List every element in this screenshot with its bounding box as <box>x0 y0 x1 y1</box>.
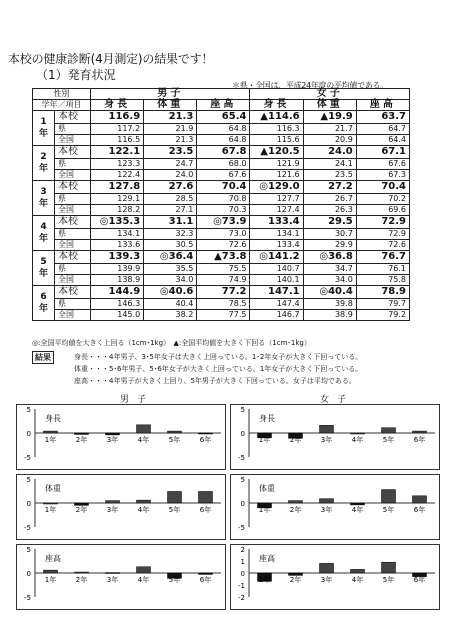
table-row <box>33 275 410 286</box>
table-cell: 35.5 <box>144 264 197 275</box>
chart-girls-weight <box>230 474 440 540</box>
x-tick-label: 2年 <box>289 506 302 514</box>
y-tick-label: 1 <box>240 558 245 566</box>
chart-bar <box>168 491 182 503</box>
table-cell: 133.4 <box>250 240 303 251</box>
table-cell: 117.2 <box>91 124 144 135</box>
table-cell: 73.0 <box>197 229 250 240</box>
table-cell: 31.1 <box>144 216 197 229</box>
header-girls: 女子 <box>250 89 410 100</box>
table-cell: 79.2 <box>356 310 409 321</box>
y-tick-label: -2 <box>238 594 245 602</box>
table-cell: 67.1 <box>356 146 409 159</box>
header-item: 座高 <box>197 100 250 111</box>
row-label: 本校 <box>55 286 91 299</box>
chart-bar <box>382 562 396 573</box>
x-tick-label: 3年 <box>320 506 333 514</box>
table-cell: 127.7 <box>250 194 303 205</box>
row-label: 本校 <box>55 111 91 124</box>
chart-bar <box>106 573 120 574</box>
table-cell: 123.3 <box>91 159 144 170</box>
table-cell: 134.1 <box>91 229 144 240</box>
x-tick-label: 3年 <box>106 576 119 584</box>
table-cell: 26.3 <box>303 205 356 216</box>
table-cell: 24.1 <box>303 159 356 170</box>
row-label: 全国 <box>55 205 91 216</box>
chart-bar <box>106 433 120 435</box>
chart-bar <box>413 496 427 503</box>
table-row <box>33 251 410 264</box>
table-cell: ◎141.2 <box>250 251 303 264</box>
table-cell: ◎40.4 <box>303 286 356 299</box>
x-tick-label: 3年 <box>320 576 333 584</box>
row-label: 全国 <box>55 275 91 286</box>
y-tick-label: 0 <box>26 430 31 438</box>
table-cell: 116.5 <box>91 135 144 146</box>
x-tick-label: 4年 <box>137 506 150 514</box>
chart-bar <box>351 569 365 573</box>
header-boys: 男子 <box>91 89 250 100</box>
table-cell: 129.1 <box>91 194 144 205</box>
x-tick-label: 5年 <box>168 576 181 584</box>
table-cell: 64.4 <box>356 135 409 146</box>
table-cell: 70.4 <box>356 181 409 194</box>
table-cell: 147.4 <box>250 299 303 310</box>
x-tick-label: 2年 <box>75 506 88 514</box>
chart-title: 体重 <box>45 484 61 493</box>
x-tick-label: 4年 <box>137 576 150 584</box>
row-label: 県 <box>55 159 91 170</box>
chart-bar <box>413 431 427 433</box>
result-line-weight: 体重・・・5･6年男子、5･6年女子が大きく上回っている。1年女子が大きく下回っている。 <box>74 365 363 373</box>
table-header-row <box>33 100 410 111</box>
x-tick-label: 3年 <box>106 436 119 444</box>
table-cell: 23.5 <box>144 146 197 159</box>
table-cell: 76.7 <box>356 251 409 264</box>
table-cell: 75.5 <box>197 264 250 275</box>
table-cell: 39.8 <box>303 299 356 310</box>
header-item: 体重 <box>303 100 356 111</box>
table-cell: 30.5 <box>144 240 197 251</box>
table-cell: 147.1 <box>250 286 303 299</box>
table-cell: 70.3 <box>197 205 250 216</box>
table-cell: 115.6 <box>250 135 303 146</box>
y-tick-label: -5 <box>238 454 245 462</box>
table-cell: ◎135.3 <box>91 216 144 229</box>
table-note: ＊県・全国は、平成24年度の平均値である。 <box>232 81 388 90</box>
chart-bar <box>137 500 151 503</box>
table-row <box>33 216 410 229</box>
table-cell: 146.7 <box>250 310 303 321</box>
x-tick-label: 6年 <box>413 506 426 514</box>
table-row <box>33 181 410 194</box>
grade-label: 6年 <box>33 286 55 321</box>
chart-bar <box>75 572 89 573</box>
table-header-row <box>33 89 410 100</box>
row-label: 県 <box>55 194 91 205</box>
x-tick-label: 1年 <box>258 576 271 584</box>
table-cell: 72.9 <box>356 229 409 240</box>
header-grade-item: 学年／項目 <box>33 100 91 111</box>
table-cell: 27.1 <box>144 205 197 216</box>
chart-girls-height <box>230 404 440 470</box>
table-cell: ◎40.6 <box>144 286 197 299</box>
chart-svg <box>17 475 225 539</box>
table-cell: 146.3 <box>91 299 144 310</box>
table-cell: 78.9 <box>356 286 409 299</box>
table-row <box>33 310 410 321</box>
table-cell: 79.7 <box>356 299 409 310</box>
table-cell: 67.6 <box>356 159 409 170</box>
row-label: 県 <box>55 229 91 240</box>
header-item: 体重 <box>144 100 197 111</box>
girls-charts-header: 女子 <box>320 395 355 405</box>
table-cell: ◎73.9 <box>197 216 250 229</box>
x-tick-label: 1年 <box>258 436 271 444</box>
table-cell: 121.6 <box>250 170 303 181</box>
row-label: 本校 <box>55 181 91 194</box>
table-cell: 72.6 <box>197 240 250 251</box>
table-cell: 76.1 <box>356 264 409 275</box>
header-item: 身長 <box>250 100 303 111</box>
table-cell: 75.8 <box>356 275 409 286</box>
chart-boys-weight <box>16 474 226 540</box>
y-tick-label: 5 <box>26 476 31 484</box>
table-cell: 70.2 <box>356 194 409 205</box>
chart-girls-sitting <box>230 544 440 610</box>
chart-bar <box>137 567 151 573</box>
table-cell: 127.4 <box>250 205 303 216</box>
y-tick-label: -5 <box>24 454 31 462</box>
table-cell: 26.7 <box>303 194 356 205</box>
table-cell: 21.3 <box>144 135 197 146</box>
page-title: 本校の健康診断(4月測定)の結果です！ <box>8 52 214 66</box>
chart-svg <box>17 405 225 469</box>
table-cell: 69.6 <box>356 205 409 216</box>
growth-table <box>32 88 410 321</box>
table-cell: 121.9 <box>250 159 303 170</box>
table-cell: 27.2 <box>303 181 356 194</box>
y-tick-label: 0 <box>26 500 31 508</box>
x-tick-label: 6年 <box>413 576 426 584</box>
boys-charts-header: 男子 <box>120 395 155 405</box>
grade-label: 1年 <box>33 111 55 146</box>
table-row <box>33 135 410 146</box>
chart-bar <box>320 425 334 433</box>
table-cell: 70.8 <box>197 194 250 205</box>
grade-label: 2年 <box>33 146 55 181</box>
table-cell: 64.8 <box>197 135 250 146</box>
table-cell: 116.3 <box>250 124 303 135</box>
table-cell: 34.7 <box>303 264 356 275</box>
table-cell: 34.0 <box>303 275 356 286</box>
chart-svg <box>17 545 225 609</box>
table-cell: 21.3 <box>144 111 197 124</box>
table-cell: 63.7 <box>356 111 409 124</box>
header-item: 座高 <box>356 100 409 111</box>
table-cell: 72.6 <box>356 240 409 251</box>
table-cell: 140.7 <box>250 264 303 275</box>
table-row <box>33 159 410 170</box>
y-tick-label: -5 <box>238 524 245 532</box>
table-cell: 29.9 <box>303 240 356 251</box>
table-cell: 144.9 <box>91 286 144 299</box>
table-row <box>33 124 410 135</box>
table-cell: 138.9 <box>91 275 144 286</box>
table-cell: 40.4 <box>144 299 197 310</box>
x-tick-label: 4年 <box>351 436 364 444</box>
table-cell: 122.4 <box>91 170 144 181</box>
row-label: 全国 <box>55 240 91 251</box>
table-cell: 74.9 <box>197 275 250 286</box>
y-tick-label: -5 <box>24 524 31 532</box>
table-cell: 72.9 <box>356 216 409 229</box>
table-cell: 28.5 <box>144 194 197 205</box>
y-tick-label: 2 <box>240 546 245 554</box>
x-tick-label: 5年 <box>168 436 181 444</box>
chart-boys-height <box>16 404 226 470</box>
x-tick-label: 3年 <box>106 506 119 514</box>
row-label: 本校 <box>55 216 91 229</box>
chart-bar <box>168 431 182 433</box>
x-tick-label: 5年 <box>382 506 395 514</box>
table-cell: ▲73.8 <box>197 251 250 264</box>
chart-bar <box>351 433 365 434</box>
table-cell: ▲120.5 <box>250 146 303 159</box>
x-tick-label: 2年 <box>289 436 302 444</box>
x-tick-label: 1年 <box>258 506 271 514</box>
table-row <box>33 194 410 205</box>
chart-bar <box>75 433 89 434</box>
row-label: 県 <box>55 299 91 310</box>
table-cell: 38.9 <box>303 310 356 321</box>
x-tick-label: 6年 <box>199 436 212 444</box>
table-cell: 133.6 <box>91 240 144 251</box>
y-tick-label: 5 <box>26 546 31 554</box>
x-tick-label: 1年 <box>44 506 57 514</box>
table-cell: 38.2 <box>144 310 197 321</box>
table-cell: 34.0 <box>144 275 197 286</box>
chart-bar <box>320 563 334 573</box>
table-row <box>33 264 410 275</box>
header-sex: 性別 <box>33 89 91 100</box>
row-label: 全国 <box>55 310 91 321</box>
table-cell: 67.8 <box>197 146 250 159</box>
table-cell: ▲19.9 <box>303 111 356 124</box>
chart-bar <box>351 503 365 505</box>
x-tick-label: 6年 <box>413 436 426 444</box>
result-text <box>74 351 362 387</box>
table-cell: ◎129.0 <box>250 181 303 194</box>
table-cell: 32.3 <box>144 229 197 240</box>
x-tick-label: 1年 <box>44 576 57 584</box>
x-tick-label: 2年 <box>289 576 302 584</box>
table-cell: 67.3 <box>356 170 409 181</box>
table-cell: 24.0 <box>303 146 356 159</box>
chart-bar <box>289 501 303 503</box>
table-cell: 77.2 <box>197 286 250 299</box>
chart-bar <box>44 503 58 504</box>
table-cell: 23.5 <box>303 170 356 181</box>
row-label: 本校 <box>55 251 91 264</box>
table-cell: 68.0 <box>197 159 250 170</box>
row-label: 県 <box>55 264 91 275</box>
table-cell: 122.1 <box>91 146 144 159</box>
table-row <box>33 111 410 124</box>
table-cell: 20.9 <box>303 135 356 146</box>
table-row <box>33 240 410 251</box>
legend-note: ◎:全国平均値を大きく上回る（1cm･1kg） ▲:全国平均値を大きく下回る（1cm･1kg） <box>32 339 311 347</box>
table-cell: 29.5 <box>303 216 356 229</box>
chart-bar <box>137 425 151 433</box>
table-row <box>33 205 410 216</box>
chart-bar <box>199 433 213 434</box>
table-cell: 139.3 <box>91 251 144 264</box>
x-tick-label: 3年 <box>320 436 333 444</box>
table-cell: 70.4 <box>197 181 250 194</box>
y-tick-label: 5 <box>240 476 245 484</box>
grade-label: 5年 <box>33 251 55 286</box>
chart-bar <box>382 428 396 433</box>
result-label: 結果 <box>32 351 54 364</box>
table-cell: 24.0 <box>144 170 197 181</box>
x-tick-label: 5年 <box>168 506 181 514</box>
chart-title: 体重 <box>259 484 275 493</box>
table-cell: 21.7 <box>303 124 356 135</box>
chart-bar <box>106 501 120 503</box>
table-cell: 21.9 <box>144 124 197 135</box>
grade-label: 3年 <box>33 181 55 216</box>
table-cell: ◎36.4 <box>144 251 197 264</box>
chart-boys-sitting <box>16 544 226 610</box>
table-cell: 65.4 <box>197 111 250 124</box>
chart-title: 座高 <box>45 554 61 563</box>
table-cell: 64.8 <box>197 124 250 135</box>
y-tick-label: -1 <box>238 582 245 590</box>
row-label: 全国 <box>55 170 91 181</box>
table-cell: ▲114.6 <box>250 111 303 124</box>
table-cell: 116.9 <box>91 111 144 124</box>
table-cell: 24.7 <box>144 159 197 170</box>
row-label: 全国 <box>55 135 91 146</box>
result-line-height: 身長・・・4年男子、3･5年女子は大きく上回っている。1･2年女子が大きく下回っている。 <box>74 353 363 361</box>
chart-bar <box>44 570 58 573</box>
table-cell: ◎36.8 <box>303 251 356 264</box>
table-row <box>33 229 410 240</box>
table-cell: 140.1 <box>250 275 303 286</box>
table-row <box>33 170 410 181</box>
chart-bar <box>199 573 213 574</box>
table-cell: 127.8 <box>91 181 144 194</box>
chart-svg <box>231 405 439 469</box>
chart-bar <box>199 491 213 503</box>
table-row <box>33 286 410 299</box>
table-row <box>33 299 410 310</box>
table-cell: 78.5 <box>197 299 250 310</box>
y-tick-label: 0 <box>240 570 245 578</box>
grade-label: 4年 <box>33 216 55 251</box>
row-label: 県 <box>55 124 91 135</box>
chart-bar <box>44 431 58 433</box>
table-cell: 139.9 <box>91 264 144 275</box>
x-tick-label: 1年 <box>44 436 57 444</box>
table-cell: 128.2 <box>91 205 144 216</box>
table-cell: 133.4 <box>250 216 303 229</box>
y-tick-label: 0 <box>26 570 31 578</box>
y-tick-label: 0 <box>240 500 245 508</box>
chart-svg <box>231 475 439 539</box>
chart-title: 身長 <box>259 414 275 423</box>
x-tick-label: 6年 <box>199 506 212 514</box>
table-cell: 30.7 <box>303 229 356 240</box>
table-cell: 67.6 <box>197 170 250 181</box>
x-tick-label: 2年 <box>75 576 88 584</box>
table-cell: 145.0 <box>91 310 144 321</box>
row-label: 本校 <box>55 146 91 159</box>
chart-title: 身長 <box>45 414 61 423</box>
y-tick-label: -5 <box>24 594 31 602</box>
chart-bar <box>382 490 396 503</box>
table-cell: 77.5 <box>197 310 250 321</box>
x-tick-label: 4年 <box>351 506 364 514</box>
y-tick-label: 5 <box>240 406 245 414</box>
result-line-sitting: 座高・・・4年男子が大きく上回り、5年男子が大きく下回っている。女子は平均である。 <box>74 377 356 385</box>
x-tick-label: 4年 <box>351 576 364 584</box>
x-tick-label: 2年 <box>75 436 88 444</box>
chart-bar <box>320 499 334 503</box>
x-tick-label: 5年 <box>382 436 395 444</box>
chart-title: 座高 <box>259 554 275 563</box>
x-tick-label: 4年 <box>137 436 150 444</box>
table-row <box>33 146 410 159</box>
header-item: 身長 <box>91 100 144 111</box>
section-subtitle: （1）発育状況 <box>36 68 116 82</box>
x-tick-label: 5年 <box>382 576 395 584</box>
y-tick-label: 0 <box>240 430 245 438</box>
chart-svg <box>231 545 439 609</box>
y-tick-label: 5 <box>26 406 31 414</box>
table-cell: 64.7 <box>356 124 409 135</box>
table-cell: 27.6 <box>144 181 197 194</box>
table-cell: 134.1 <box>250 229 303 240</box>
x-tick-label: 6年 <box>199 576 212 584</box>
